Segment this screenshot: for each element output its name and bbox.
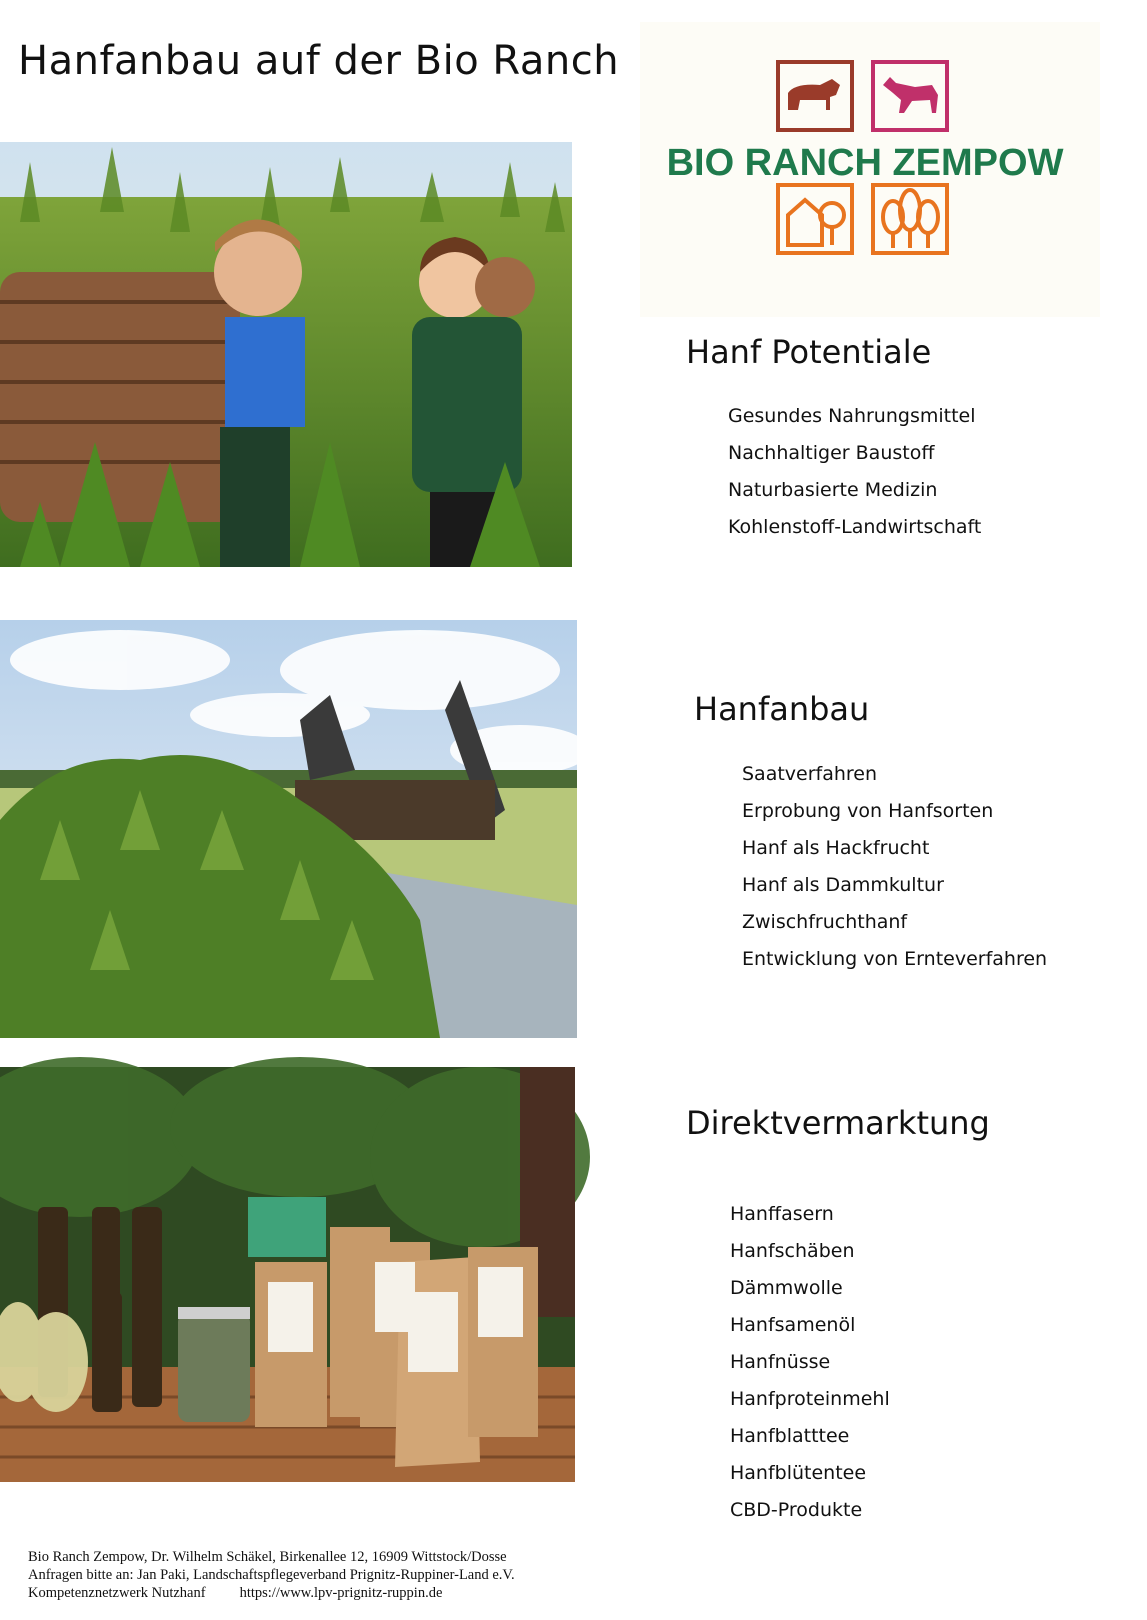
list-item: Hanfblatttee: [730, 1425, 850, 1447]
list-item: Entwicklung von Ernteverfahren: [742, 948, 1048, 970]
logo-wordmark: BIO RANCH ZEMPOW: [666, 142, 1064, 184]
footer: [28, 1548, 515, 1602]
footer-network-name: Kompetenznetzwerk Nutzhanf: [28, 1585, 206, 1601]
list-item: Hanfblütentee: [730, 1462, 867, 1484]
footer-contact: Anfragen bitte an: Jan Paki, Landschaftspflegeverband Prignitz-Ruppiner-Land e.V.: [28, 1567, 515, 1583]
list-item: Erprobung von Hanfsorten: [742, 800, 994, 822]
list-item: CBD-Produkte: [730, 1499, 863, 1521]
list-hanfanbau: [742, 756, 1047, 978]
horse-icon: [873, 62, 947, 130]
list-item: Gesundes Nahrungsmittel: [728, 405, 976, 427]
photo-hemp-harvest-image: [0, 142, 572, 567]
list-item: Hanf als Dammkultur: [742, 874, 944, 896]
heading-hanf-potentiale: Hanf Potentiale: [686, 333, 932, 371]
trees-icon: [873, 185, 947, 253]
list-item: Hanfschäben: [730, 1240, 855, 1262]
page-title: Hanfanbau auf der Bio Ranch: [18, 38, 620, 84]
list-item: Naturbasierte Medizin: [728, 479, 938, 501]
photo-hemp-trailer-image: [0, 620, 577, 1038]
tree-house-icon: [778, 185, 852, 253]
list-item: Dämmwolle: [730, 1277, 843, 1299]
cow-icon: [778, 62, 852, 130]
heading-hanfanbau: Hanfanbau: [694, 690, 870, 728]
list-item: Saatverfahren: [742, 763, 878, 785]
photo-hemp-trailer: [0, 620, 577, 1038]
footer-address: Bio Ranch Zempow, Dr. Wilhelm Schäkel, Birkenallee 12, 16909 Wittstock/Dosse: [28, 1549, 507, 1565]
list-item: Hanfsamenöl: [730, 1314, 856, 1336]
list-hanf-potentiale: [728, 398, 981, 546]
photo-hemp-harvest: [0, 142, 572, 567]
list-item: Kohlenstoff-Landwirtschaft: [728, 516, 982, 538]
list-item: Nachhaltiger Baustoff: [728, 442, 935, 464]
list-item: Hanfproteinmehl: [730, 1388, 890, 1410]
footer-website-link[interactable]: https://www.lpv-prignitz-ruppin.de: [239, 1585, 443, 1601]
list-direktvermarktung: [730, 1196, 890, 1529]
list-item: Hanfnüsse: [730, 1351, 831, 1373]
list-item: Hanffasern: [730, 1203, 834, 1225]
list-item: Hanf als Hackfrucht: [742, 837, 930, 859]
footer-network: [28, 1584, 515, 1602]
list-item: Zwischfruchthanf: [742, 911, 908, 933]
photo-hemp-products-image: [0, 1067, 575, 1482]
heading-direktvermarktung: Direktvermarktung: [686, 1104, 990, 1142]
photo-hemp-products: [0, 1067, 575, 1482]
bio-ranch-logo: [666, 55, 1064, 275]
